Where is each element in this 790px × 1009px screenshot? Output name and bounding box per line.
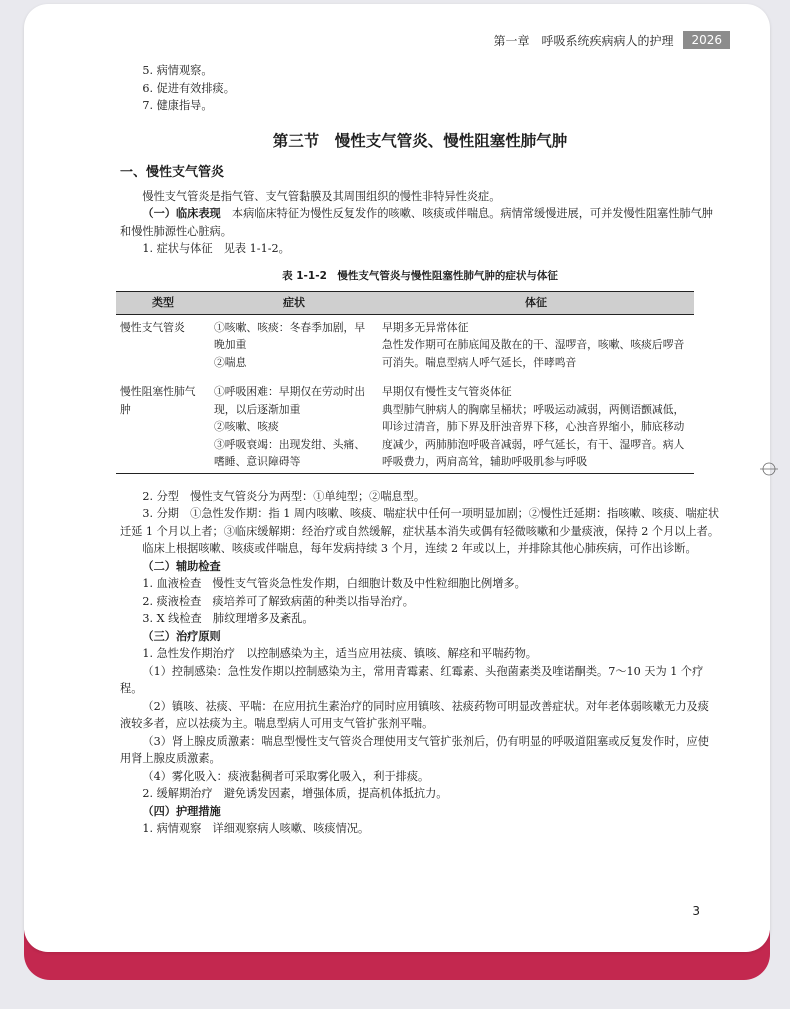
nursing-heading: （四）护理措施 (142, 804, 221, 818)
nursing-item: 1. 病情观察 详细观察病人咳嗽、咳痰情况。 (142, 822, 370, 835)
registration-mark-icon (760, 460, 778, 478)
type-cell: 慢性阻塞性肺气肿 (120, 385, 196, 416)
symptoms-table (116, 291, 694, 474)
section-title: 第三节 慢性支气管炎、慢性阻塞性肺气肿 (272, 131, 568, 150)
symptom-line: ③呼吸衰竭：出现发绀、头痛、嗜睡、意识障碍等 (214, 437, 366, 468)
symptom-line: ①咳嗽、咳痰：冬春季加剧，早晚加重 (214, 320, 366, 351)
aux-exam-item: 3. X 线检查 肺纹理增多及紊乱。 (142, 612, 314, 625)
symptom-line: ②喘息 (214, 355, 247, 369)
symptom-line: ②咳嗽、咳痰 (214, 420, 279, 433)
table-header-cell: 类型 (116, 292, 210, 315)
treatment-remission: 2. 缓解期治疗 避免诱发因素，增强体质，提高机体抵抗力。 (142, 787, 448, 800)
chapter-title: 第一章 呼吸系统疾病病人的护理 (493, 33, 674, 48)
symptoms-cell (210, 314, 378, 373)
signs-cell (378, 314, 694, 373)
aux-exam-item: 2. 痰液检查 痰培养可了解致病菌的种类以指导治疗。 (142, 594, 414, 608)
sign-line: 早期仅有慢性支气管炎体征 (382, 385, 512, 398)
definition-paragraph: 慢性支气管炎是指气管、支气管黏膜及其周围组织的慢性非特异性炎症。 (142, 189, 501, 203)
type-cell: 慢性支气管炎 (120, 320, 185, 334)
running-header (493, 30, 730, 50)
table-row (116, 314, 694, 373)
book-page (24, 4, 770, 952)
table-header-cell: 体征 (378, 292, 694, 315)
aux-exam-heading: （二）辅助检查 (142, 559, 221, 573)
treatment-point: （4）雾化吸入：痰液黏稠者可采取雾化吸入，利于排痰。 (142, 769, 430, 783)
page-content (120, 62, 720, 838)
year-badge: 2026 (683, 31, 730, 49)
treatment-point: （1）控制感染：急性发作期以控制感染为主，常用青霉素、红霉素、头孢菌素类及喹诺酮类。7～10 天为 1 个疗程。 (120, 664, 704, 695)
intro-item: 5. 病情观察。 (142, 64, 213, 77)
sign-line: 急性发作期可在肺底闻及散在的干、湿啰音，咳嗽、咳痰后啰音可消失。喘息型病人呼气延长，伴哮鸣音 (382, 338, 685, 369)
intro-item: 6. 促进有效排痰。 (142, 81, 235, 95)
table-header-cell: 症状 (210, 292, 378, 315)
symptoms-cell (210, 373, 378, 473)
treatment-point: （2）镇咳、祛痰、平喘：在应用抗生素治疗的同时应用镇咳、祛痰药物可明显改善症状。对年老体弱咳嗽无力及痰液较多者，应以祛痰为主。喘息型病人可用支气管扩张剂平喘。 (120, 699, 709, 730)
treatment-heading: （三）治疗原则 (142, 629, 221, 643)
intro-item: 7. 健康指导。 (142, 99, 213, 112)
clinical-paragraph (120, 205, 720, 240)
aux-exam-item: 1. 血液检查 慢性支气管炎急性发作期，白细胞计数及中性粒细胞比例增多。 (142, 577, 526, 590)
clinical-heading: （一）临床表现 (142, 207, 221, 220)
diagnosis-paragraph: 临床上根据咳嗽、咳痰或伴喘息，每年发病持续 3 个月，连续 2 年或以上，并排除其他心肺疾病，可作出诊断。 (142, 542, 697, 555)
symptoms-ref: 1. 症状与体征 见表 1-1-2。 (142, 242, 290, 255)
sign-line: 典型肺气肿病人的胸廓呈桶状；呼吸运动减弱，两侧语颤减低，叩诊过清音，肺下界及肝浊音界下移，心浊音界缩小，肺底移动度减少，两肺肺泡呼吸音减弱，呼气延长，有干、湿啰音。病人呼吸费力，两肩高耸，辅助呼吸肌参与呼吸 (382, 402, 685, 468)
classification-paragraph: 2. 分型 慢性支气管炎分为两型：①单纯型；②喘息型。 (142, 489, 426, 503)
subsection-heading: 一、慢性支气管炎 (120, 165, 225, 180)
sign-line: 早期多无异常体征 (382, 320, 469, 334)
treatment-acute: 1. 急性发作期治疗 以控制感染为主，适当应用祛痰、镇咳、解痉和平喘药物。 (142, 647, 537, 660)
clinical-text: 本病临床特征为慢性反复发作的咳嗽、咳痰或伴喘息。病情常缓慢进展，可并发慢性阻塞性肺气肿和慢性肺源性心脏病。 (120, 207, 713, 238)
staging-paragraph: 3. 分期 ①急性发作期：指 1 周内咳嗽、咳痰、喘症状中任何一项明显加剧；②慢性迁延期：指咳嗽、咳痰、喘症状迁延 1 个月以上者；③临床缓解期：经治疗或自然缓解，症状基本消失或偶有轻微咳嗽和少量痰液，保持 2 个月以上者。 (120, 507, 720, 538)
table-caption: 表 1-1-2 慢性支气管炎与慢性阻塞性肺气肿的症状与体征 (282, 269, 558, 282)
treatment-point: （3）肾上腺皮质激素：喘息型慢性支气管炎合理使用支气管扩张剂后，仍有明显的呼吸道阻塞或反复发作时，应使用肾上腺皮质激素。 (120, 734, 709, 765)
table-header-row (116, 292, 694, 315)
table-row (116, 373, 694, 473)
symptom-line: ①呼吸困难：早期仅在劳动时出现，以后逐渐加重 (214, 385, 366, 416)
signs-cell (378, 373, 694, 473)
page-number: 3 (692, 904, 700, 918)
